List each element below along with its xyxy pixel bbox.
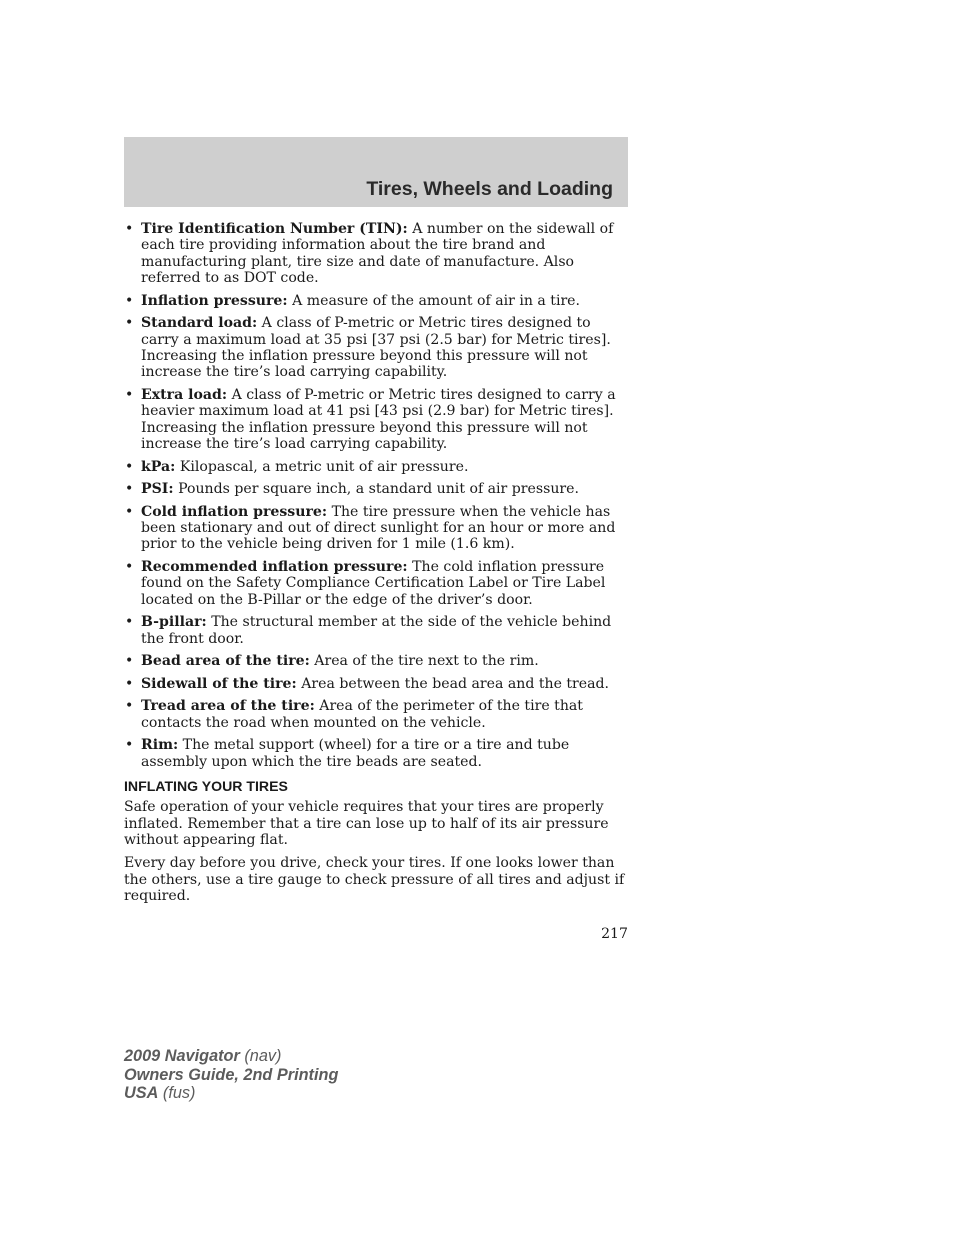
bullet-icon: • — [125, 698, 134, 715]
footer-market-code: (fus) — [158, 1084, 196, 1102]
document-footer — [124, 1047, 338, 1103]
definition-text: Area of the perimeter of the tire that contacts the road when mounted on the vehicle. — [141, 698, 583, 731]
definition-term: PSI: — [141, 481, 174, 498]
definition-item — [124, 504, 630, 553]
definition-text: A class of P-metric or Metric tires designed to carry a maximum load at 35 psi [37 psi (2.5 bar) for Metric tires]. Increasing the inflation pressure beyond this pressure will not increase the tire’s load carrying capability. — [141, 315, 611, 381]
definition-term: Inflation pressure: — [141, 292, 288, 309]
definition-item — [124, 676, 630, 692]
definition-text: Kilopascal, a metric unit of air pressure. — [179, 458, 469, 475]
footer-market: USA — [124, 1084, 159, 1102]
bullet-icon: • — [125, 558, 134, 575]
footer-model: 2009 Navigator — [124, 1047, 240, 1065]
definition-item — [124, 559, 630, 608]
definition-term: Tire Identification Number (TIN): — [141, 221, 408, 237]
definition-item — [124, 293, 630, 309]
bullet-icon: • — [125, 481, 134, 498]
bullet-icon: • — [125, 458, 134, 475]
footer-line — [124, 1047, 338, 1066]
definition-text: Area of the tire next to the rim. — [314, 653, 539, 670]
bullet-icon: • — [125, 675, 134, 692]
footer-line — [124, 1084, 338, 1103]
definition-item — [124, 698, 630, 731]
definition-text: Pounds per square inch, a standard unit of air pressure. — [178, 481, 579, 498]
footer-line — [124, 1066, 338, 1085]
bullet-icon: • — [125, 503, 134, 520]
definition-text: A number on the sidewall of each tire providing information about the tire brand and manufacturing plant, tire size and date of manufacture. Also referred to as DOT code. — [141, 221, 614, 287]
definition-term: Tread area of the tire: — [141, 698, 315, 715]
bullet-icon: • — [125, 315, 134, 332]
bullet-icon: • — [125, 614, 134, 631]
definition-term: Recommended inflation pressure: — [141, 558, 408, 575]
definition-item — [124, 614, 630, 647]
page-number: 217 — [601, 926, 628, 942]
definition-item — [124, 481, 630, 497]
definition-text: A measure of the amount of air in a tire. — [292, 292, 581, 309]
definition-term: Extra load: — [141, 386, 228, 403]
definition-text: The tire pressure when the vehicle has been stationary and out of direct sunlight for an hour or more and prior to the vehicle being driven for 1 mile (1.6 km). — [141, 503, 616, 553]
definition-term: kPa: — [141, 458, 176, 475]
footer-edition: Owners Guide, 2nd Printing — [124, 1065, 339, 1084]
definition-item — [124, 387, 630, 453]
bullet-icon: • — [125, 221, 134, 237]
definition-term: Bead area of the tire: — [141, 653, 310, 670]
page-content — [124, 221, 630, 911]
bullet-icon: • — [125, 653, 134, 670]
definition-item — [124, 221, 630, 287]
body-paragraph: Safe operation of your vehicle requires that your tires are properly inflated. Remember that a tire can lose up to half of its air pressure without appearing flat. — [124, 799, 609, 849]
definition-item — [124, 315, 630, 381]
definition-text: Area between the bead area and the tread. — [301, 675, 610, 692]
bullet-icon: • — [125, 386, 134, 403]
footer-model-code: (nav) — [239, 1047, 282, 1065]
definition-item — [124, 737, 630, 770]
definition-term: Sidewall of the tire: — [141, 675, 297, 692]
section-heading: INFLATING YOUR TIRES — [124, 777, 288, 794]
bullet-icon: • — [125, 292, 134, 309]
chapter-header-band — [124, 137, 628, 207]
definition-list — [124, 221, 630, 770]
definition-item — [124, 653, 630, 669]
chapter-title: Tires, Wheels and Loading — [366, 178, 613, 200]
definition-term: Cold inflation pressure: — [141, 503, 328, 520]
definition-text: The metal support (wheel) for a tire or a tire and tube assembly upon which the tire beads are seated. — [141, 737, 570, 770]
bullet-icon: • — [125, 737, 134, 754]
definition-text: The cold inflation pressure found on the Safety Compliance Certification Label or Tire Label located on the B-Pillar or the edge of the driver’s door. — [141, 558, 606, 608]
definition-term: Standard load: — [141, 315, 258, 332]
body-paragraph: Every day before you drive, check your tires. If one looks lower than the others, use a tire gauge to check pressure of all tires and adjust if required. — [124, 855, 625, 904]
definition-term: B-pillar: — [141, 614, 207, 631]
definition-item — [124, 459, 630, 475]
definition-text: The structural member at the side of the vehicle behind the front door. — [141, 614, 612, 647]
definition-text: A class of P-metric or Metric tires designed to carry a heavier maximum load at 41 psi [43 psi (2.9 bar) for Metric tires]. Increasing the inflation pressure beyond this pressure will not increase the tire’s load carrying capability. — [141, 386, 616, 453]
definition-term: Rim: — [141, 737, 179, 754]
